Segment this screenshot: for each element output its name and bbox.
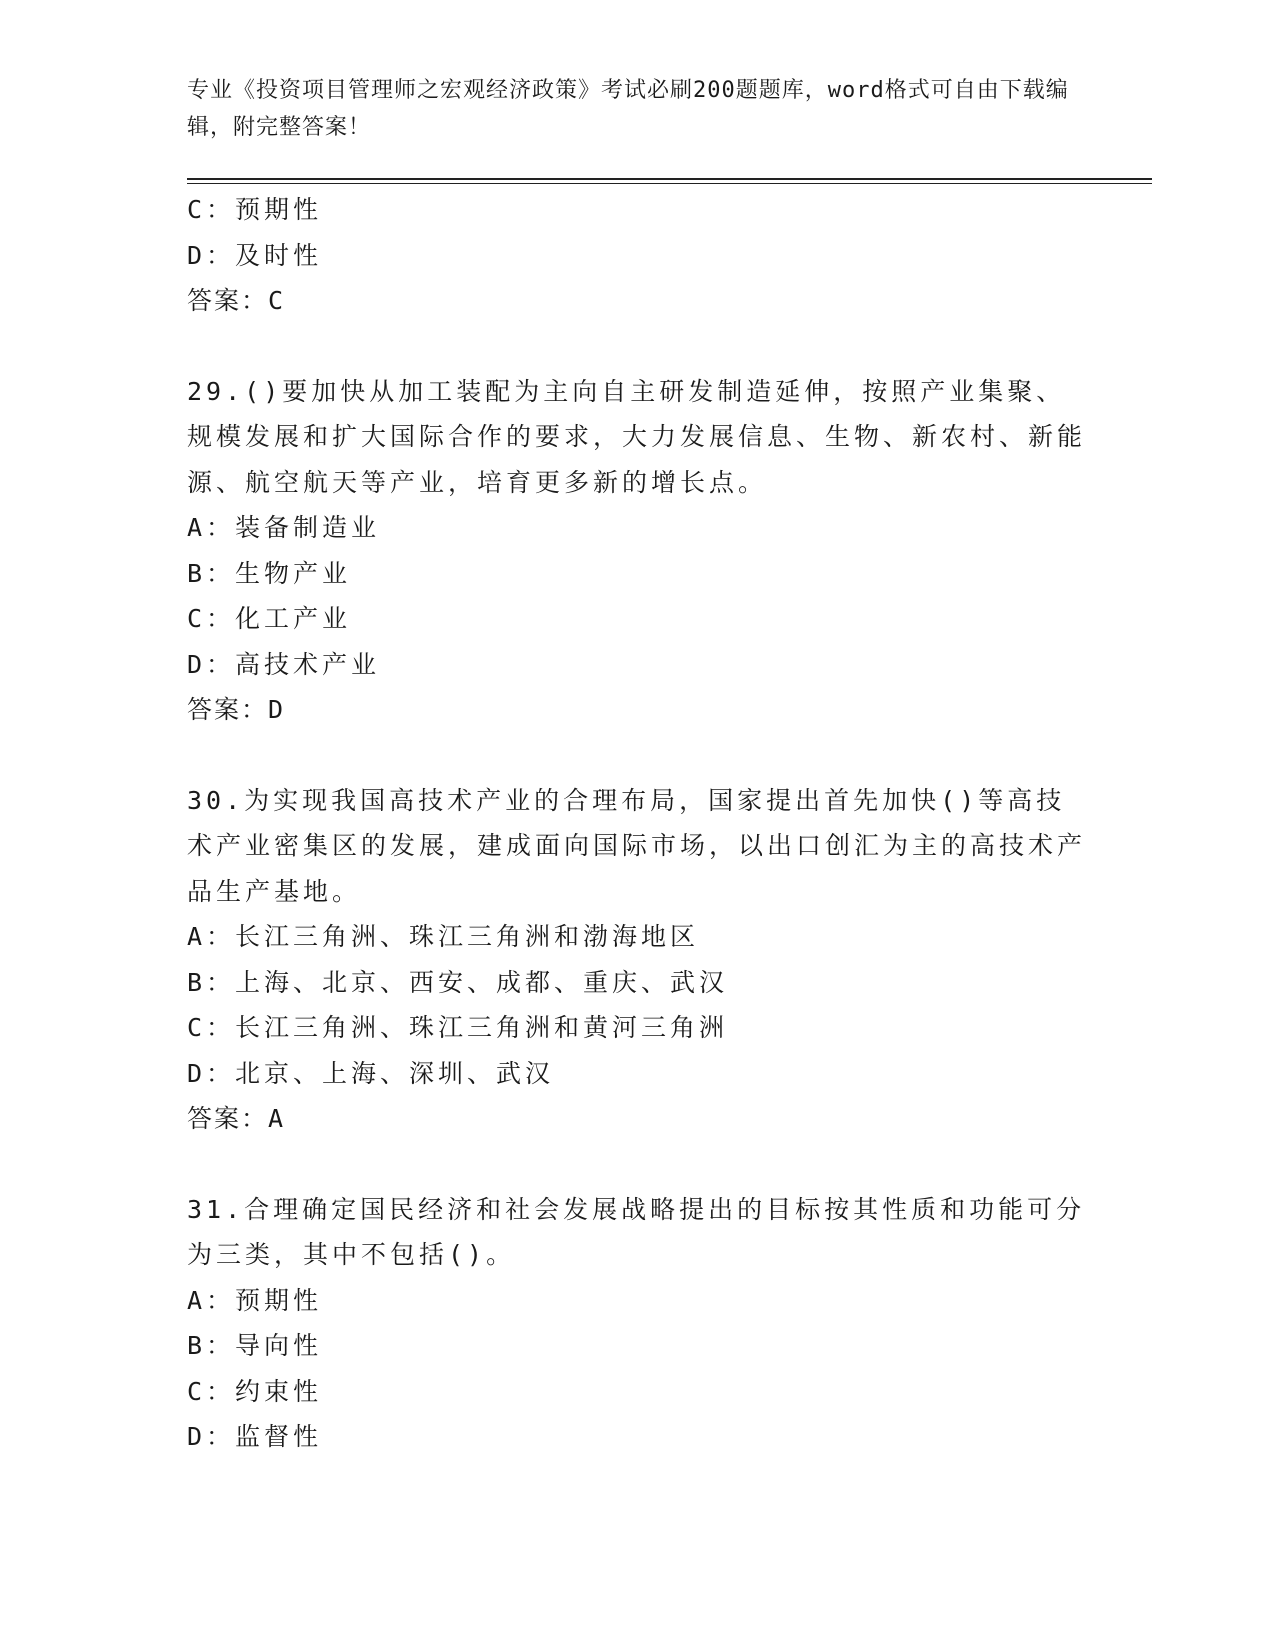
option-c: C：预期性 <box>187 195 323 224</box>
question-31 <box>187 1187 1087 1460</box>
document-body <box>187 187 1087 1460</box>
option-b: B：生物产业 <box>187 558 352 588</box>
option-d: D：及时性 <box>187 240 323 270</box>
header-rule-thick <box>187 178 1152 180</box>
option-d: D：北京、上海、深圳、武汉 <box>187 1058 555 1088</box>
option-a: A：长江三角洲、珠江三角洲和渤海地区 <box>187 922 700 951</box>
answer-line: 答案：D <box>187 695 286 724</box>
option-d: D：高技术产业 <box>187 649 381 679</box>
option-c: C：约束性 <box>187 1376 323 1406</box>
option-c: C：化工产业 <box>187 604 352 633</box>
document-header: 专业《投资项目管理师之宏观经济政策》考试必刷200题题库，word格式可自由下载编辑，附完整答案！ <box>187 78 1069 140</box>
option-a: A：装备制造业 <box>187 513 381 542</box>
question-text: 29.()要加快从加工装配为主向自主研发制造延伸，按照产业集聚、规模发展和扩大国际合作的要求，大力发展信息、生物、新农村、新能源、航空航天等产业，培育更多新的增长点。 <box>187 376 1087 497</box>
question-30 <box>187 778 1087 1142</box>
option-b: B：上海、北京、西安、成都、重庆、武汉 <box>187 967 729 997</box>
answer-line: 答案：A <box>187 1104 286 1133</box>
question-text: 31.合理确定国民经济和社会发展战略提出的目标按其性质和功能可分为三类，其中不包括()。 <box>187 1194 1086 1269</box>
question-text: 30.为实现我国高技术产业的合理布局，国家提出首先加快()等高技术产业密集区的发展，建成面向国际市场，以出口创汇为主的高技术产品生产基地。 <box>187 785 1087 906</box>
header-rule-thin <box>187 183 1152 184</box>
option-d: D：监督性 <box>187 1422 323 1451</box>
option-c: C：长江三角洲、珠江三角洲和黄河三角洲 <box>187 1013 729 1042</box>
option-b: B：导向性 <box>187 1331 323 1360</box>
question-29 <box>187 369 1087 733</box>
option-a: A：预期性 <box>187 1285 323 1315</box>
answer-line: 答案：C <box>187 286 286 315</box>
